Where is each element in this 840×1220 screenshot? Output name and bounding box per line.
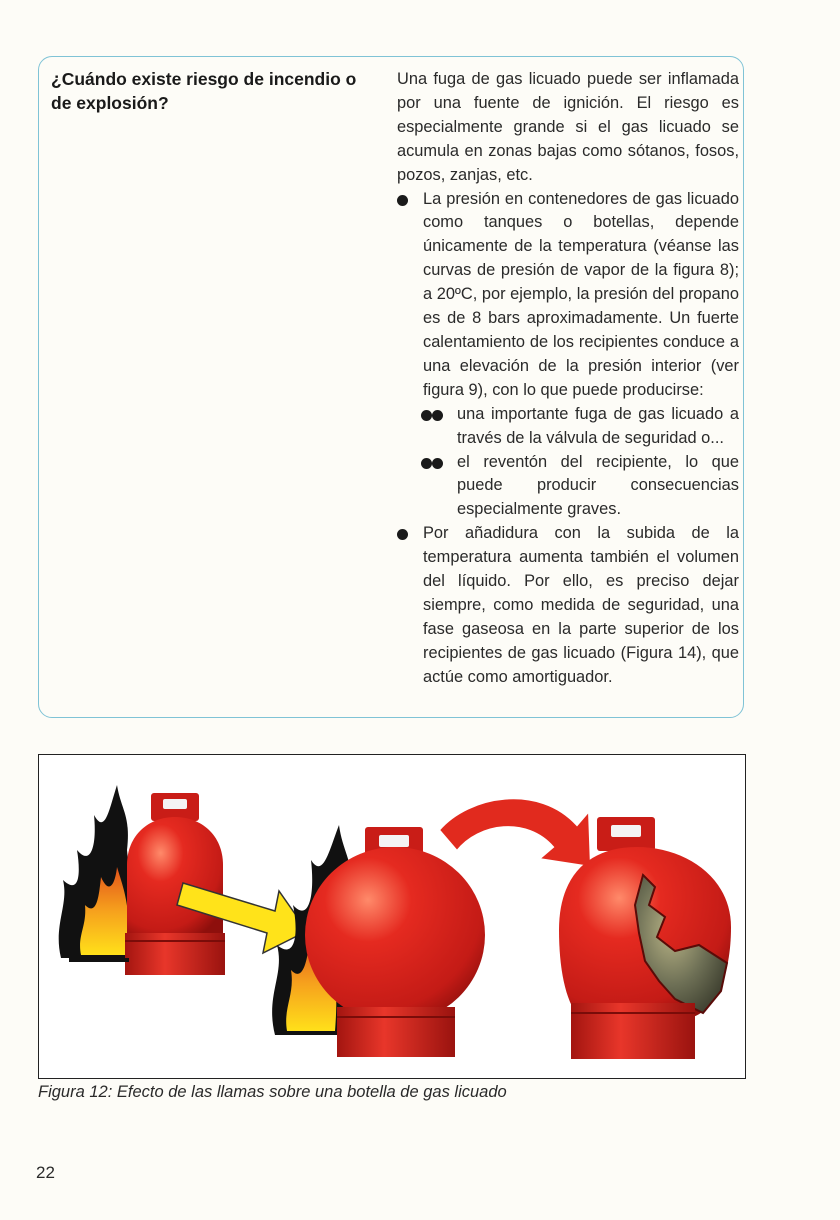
bullet-pressure (397, 188, 739, 403)
info-box (38, 56, 744, 718)
double-bullet-icon (421, 410, 447, 421)
arrow-icon-red (439, 798, 591, 867)
bullet-dot-icon (397, 529, 408, 540)
subbullet-burst (397, 451, 739, 523)
body-text (397, 68, 739, 690)
bullet-pressure-text: La presión en contenedores de gas licuado como tanques o botellas, depende únicamente de la temperatura (véanse las curvas de presión de vapor de la figura 8); a 20ºC, por ejemplo, la presión del propano es de 8 bars aproximadamente. Un fuerte calentamiento de los recipientes conduce a una elevación de la presión interior (ver figura 9), con lo que puede producirse: (423, 189, 739, 399)
bullet-dot-icon (397, 195, 408, 206)
page-number: 22 (36, 1163, 55, 1182)
subbullet-leak (397, 403, 739, 451)
subbullet-leak-text: una importante fuga de gas licuado a través de la válvula de seguridad o... (457, 404, 739, 447)
double-bullet-icon (421, 458, 447, 469)
flame-icon-left (59, 785, 137, 958)
figure-svg (39, 755, 745, 1078)
figure-caption: Figura 12: Efecto de las llamas sobre una botella de gas licuado (38, 1083, 507, 1101)
intro-paragraph: Una fuga de gas licuado puede ser inflamada por una fuente de ignición. El riesgo es especialmente grande si el gas licuado se acumula en zonas bajas como sótanos, fosos, pozos, zanjas, etc. (397, 70, 739, 184)
bullet-volume (397, 522, 739, 689)
figure-illustration (38, 754, 746, 1079)
bullet-volume-text: Por añadidura con la subida de la temperatura aumenta también el volumen del líquido. Por ello, es preciso dejar siempre, como medida de seguridad, una fase gaseosa en la parte superior de los recipientes de gas licuado (Figura 14), que actúe como amortiguador. (423, 524, 739, 686)
section-question: ¿Cuándo existe riesgo de incendio o de explosión? (51, 69, 357, 113)
subbullet-burst-text: el reventón del recipiente, lo que puede producir consecuencias especialmente graves. (457, 452, 739, 519)
